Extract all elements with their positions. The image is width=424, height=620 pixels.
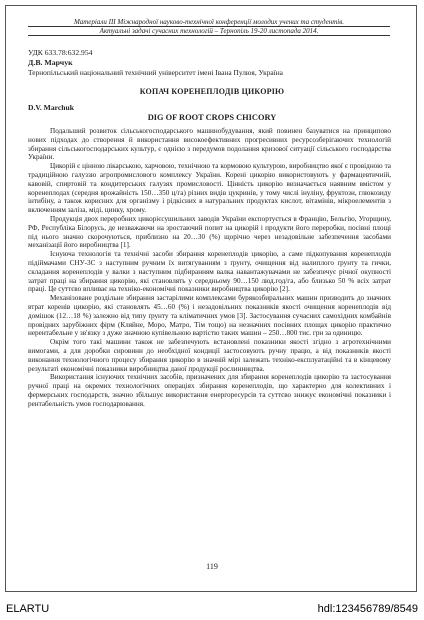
header-line-1: Матеріали ІІІ Міжнародної науково-технічної конференції молодих учених та студентів. [28,18,390,27]
udc-code: УДК 633.78:632.954 [28,48,93,57]
repository-name: ELARTU [6,603,50,615]
author-english: D.V. Marchuk [28,103,74,112]
handle-identifier: hdl:123456789/8549 [317,603,418,615]
author-ukrainian: Д.В. Марчук [28,58,73,67]
paragraph: Цикорій є цінною лікарською, харчовою, технічною та кормовою культурою, виробництво якої є провідною та традиційною галуззю агропромислового комплексу України. Корені цикорію використовують у фармацевтичній, кавовій, спиртовій та кондитерських галузях промисловості. Цінність цикорію визначається наявним вмістом у коренеплодах (середня врожайність 150…350 ц/га) різних видів цукринів, у тому числі інуліну, фруктози, глюкозиду інтибіну, а також корисних для організму і рідкісних в натуральних продуктах кислот, вітамінів, мікроелементів з включенням заліза, міді, цинку, хрому. [28,162,391,215]
paragraph: Механізоване роздільне збирання застарілими комплексами бурякозбиральних машин призводить до значних втрат коренів цикорію, які становлять 45…60 (%) і незадовільних показників якості очищення коренеплодів від домішок (12…18 %) залежно від типу ґрунту та кліматичних умов [3]. Застосування сучасних самохідних комбайнів провідних зарубіжних фірм (Кляйне, Моро, Матро, Тім тощо) на незначних посівних площах цикорію практично нерентабельне у зв'язку з дуже значною купівельною вартістю таких машин – 250…800 тис. грн за одиницю. [28,294,391,338]
repository-footer [0,600,424,620]
title-ukrainian: КОПАЧ КОРЕНЕПЛОДІВ ЦИКОРІЮ [139,87,285,96]
conference-header [28,18,390,36]
document-page [5,5,417,592]
article-body [28,127,391,409]
page-number: 119 [206,562,218,571]
title-english: DIG OF ROOT CROPS CHICORY [147,113,277,122]
header-line-2: Актуальні задачі сучасних технологій – Тернопіль 19-20 листопада 2014. [28,27,390,36]
affiliation: Тернопільський національний технічний університет імені Івана Пулюя, Україна [28,68,283,77]
paragraph: Окрім того такі машини також не забезпечують встановлені показники якості згідно з агротехнічними вимогами, а для доробки сировини до необхідної кондиції застосовують ручну працю, а від показників якості виконання технологічного процесу збирання цикорію в значній мірі залежать техніко-експлуатаційні та в кінцевому результаті економічні показники виробництва даної продукції рослинництва. [28,338,391,373]
paragraph: Використання існуючих технічних засобів, призначених для збирання коренеплодів цикорію та застосування ручної праці на окремих технологічних операціях збирання коренеплодів, що характерно для колективних і фермерських господарств, значно збільшує використання енергоресурсів та суттєво знижує економічні показники і рентабельність умов господарювання. [28,373,391,408]
paragraph: Подальший розвиток сільськогосподарського машинобудування, який повинен базуватися на принципово нових підходах до створення й використання високоефективних прогресивних ресурсозберігаючих технологій збирання сільськогосподарських культур, є однією з передумов подолання кризової ситуації сільського господарства України. [28,127,391,162]
paragraph: Існуюча технологія та технічні засоби збирання коренеплодів цикорію, а саме підкопування коренеплодів підіймачами СНУ-3С з наступним ручним їх витягуванням з ґрунту, очищення від налиплого ґрунту та гички, складання коренеплодів у валки з наступним підбиранням валка навантажувачами не забезпечує річної окупності затрат праці на збирання цикорію, які становлять у середньому 90…150 люд.год/га, або близько 50 % всіх затрат праці. Це суттєво впливає на техніко-економічні показники виробництва цикорію [2]. [28,250,391,294]
paragraph: Продукція двох переробних цикорієсушильних заводів України експортується в Францію, Бельгію, Угорщину, РФ, Республіка Білорусь, де незважаючи на зростаючий попит на цикорій і продукти його переробки, посівні площі під нього значно скорочуються, приблизно на 20…30 (%) щорічно через незадовільне забезпечення засобами механізації його виробництва [1]. [28,214,391,250]
